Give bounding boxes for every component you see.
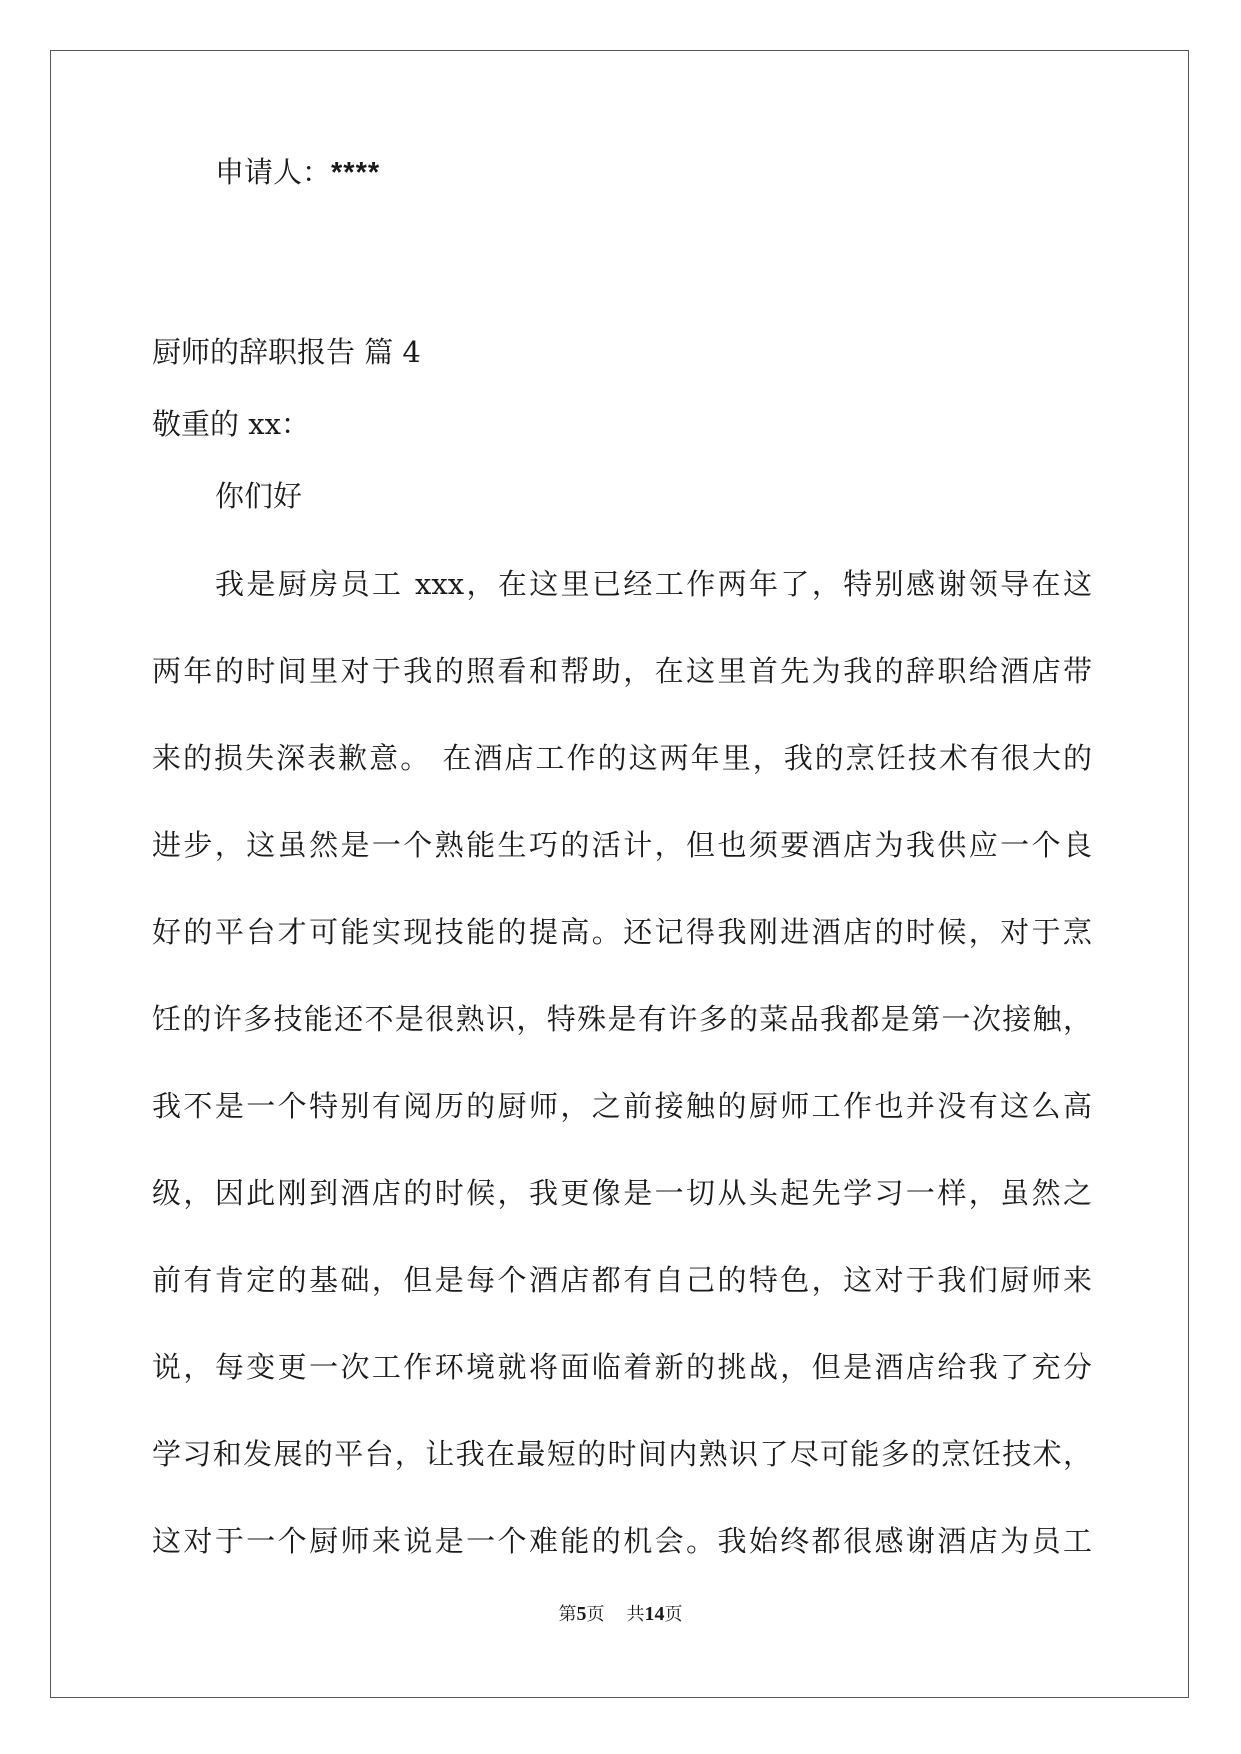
body-line: 前有肯定的基础，但是每个酒店都有自己的特色，这对于我们厨师来: [152, 1263, 1092, 1297]
applicant-line: [215, 155, 1155, 190]
body-line: 来的损失深表歉意。 在酒店工作的这两年里，我的烹饪技术有很大的: [152, 741, 1092, 775]
body-line: 学习和发展的平台，让我在最短的时间内熟识了尽可能多的烹饪技术，: [152, 1437, 1092, 1471]
applicant-label: 申请人：: [215, 155, 332, 189]
footer-page-suffix: 页: [586, 1604, 605, 1625]
footer-total-pages: 14: [644, 1603, 665, 1625]
body-line: 我是厨房员工 xxx，在这里已经工作两年了，特别感谢领导在这: [215, 567, 1092, 601]
footer-page-number: 5: [576, 1603, 587, 1625]
page-footer: [0, 1603, 1241, 1626]
body-line: 进步，这虽然是一个熟能生巧的活计，但也须要酒店为我供应一个良: [152, 828, 1092, 862]
applicant-value: ****: [331, 157, 381, 189]
body-line: 说，每变更一次工作环境就将面临着新的挑战，但是酒店给我了充分: [152, 1350, 1092, 1384]
body-line: 级，因此刚到酒店的时候，我更像是一切从头起先学习一样，虽然之: [152, 1176, 1092, 1210]
body-line: 饪的许多技能还不是很熟识，特殊是有许多的菜品我都是第一次接触，: [152, 1002, 1092, 1036]
footer-total-suffix: 页: [664, 1604, 683, 1625]
body-line: 我不是一个特别有阅历的厨师，之前接触的厨师工作也并没有这么高: [152, 1089, 1092, 1123]
footer-page-prefix: 第: [558, 1604, 577, 1625]
footer-total-prefix: 共: [626, 1604, 645, 1625]
body-line: 这对于一个厨师来说是一个难能的机会。我始终都很感谢酒店为员工: [152, 1524, 1092, 1558]
body-line: 好的平台才可能实现技能的提高。还记得我刚进酒店的时候，对于烹: [152, 915, 1092, 949]
section-title: 厨师的辞职报告 篇 4: [152, 335, 421, 369]
body-line: 两年的时间里对于我的照看和帮助，在这里首先为我的辞职给酒店带: [152, 654, 1092, 688]
salutation: 敬重的 xx：: [152, 407, 310, 441]
greeting: 你们好: [215, 479, 303, 513]
